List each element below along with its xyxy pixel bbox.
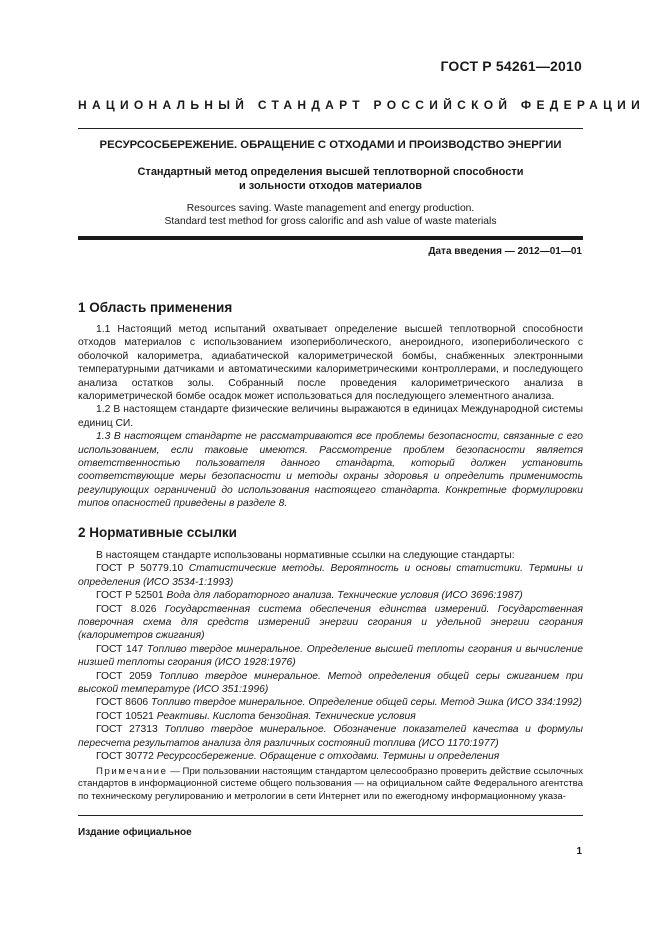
reference-item	[78, 603, 583, 643]
reference-item	[78, 643, 583, 670]
reference-code: ГОСТ 8.026	[96, 603, 157, 615]
english-title-line-2: Standard test method for gross calorific and ash value of waste materials	[164, 216, 497, 227]
subtitle-line-2: и зольности отходов материалов	[238, 180, 423, 192]
english-title-line-1: Resources saving. Waste management and energy production.	[186, 203, 475, 214]
section-1-heading: 1 Область применения	[78, 300, 233, 315]
reference-item	[78, 670, 583, 697]
reference-title: Реактивы. Кислота бензойная. Технические условия	[153, 710, 416, 722]
note	[78, 766, 583, 804]
reference-item	[78, 750, 583, 763]
header-divider	[78, 128, 583, 129]
reference-title: Государственная система обеспечения единства измерений. Государственная поверочная схема для средств измерений энергии сгорания и удельной энергии сгорания (калориметров сжигания)	[78, 603, 583, 642]
english-title	[78, 202, 583, 228]
reference-code: ГОСТ 147	[96, 643, 144, 655]
reference-code: ГОСТ 10521	[96, 710, 154, 722]
national-standard-heading: НАЦИОНАЛЬНЫЙ СТАНДАРТ РОССИЙСКОЙ ФЕДЕРАЦИИ	[78, 98, 646, 112]
document-title: РЕСУРСОСБЕРЕЖЕНИЕ. ОБРАЩЕНИЕ С ОТХОДАМИ И ПРОИЗВОДСТВО ЭНЕРГИИ	[99, 139, 562, 151]
references-intro: В настоящем стандарте использованы нормативные ссылки на следующие стандарты:	[96, 550, 515, 561]
reference-title: Топливо твердое минеральное. Метод определения общей серы сжиганием при высокой температуре (ИСО 351:1996)	[78, 670, 583, 696]
reference-code: ГОСТ 27313	[96, 724, 158, 736]
note-text: — При пользовании настоящим стандартом целесообразно проверить действие ссылочных стандартов в информационной системе общего пользования — на официальном сайте Федерального агентства по техническому регулированию и метрологии в сети Интернет или по ежегодному информационному указа-	[78, 765, 583, 802]
reference-title: Вода для лабораторного анализа. Технические условия (ИСО 3696:1987)	[163, 590, 523, 602]
standard-code: ГОСТ Р 54261—2010	[440, 58, 582, 74]
reference-item	[78, 562, 583, 589]
section-2-heading: 2 Нормативные ссылки	[78, 525, 237, 540]
section-2-body	[78, 549, 583, 803]
reference-code: ГОСТ Р 52501	[96, 590, 164, 602]
reference-code: ГОСТ 2059	[96, 670, 152, 682]
page-number: 1	[576, 846, 582, 857]
footer-divider	[78, 815, 583, 816]
reference-title: Статистические методы. Вероятность и основы статистики. Термины и определения (ИСО 3534-1:1993)	[78, 563, 583, 588]
subtitle-line-1: Стандартный метод определения высшей теплотворной способности	[137, 166, 524, 178]
reference-item	[78, 710, 583, 723]
reference-item	[78, 696, 583, 709]
reference-item	[78, 589, 583, 602]
introduction-date: Дата введения — 2012—01—01	[428, 246, 582, 257]
reference-code: ГОСТ 30772	[96, 751, 154, 763]
reference-item	[78, 723, 583, 750]
paragraph-1-3: 1.3 В настоящем стандарте не рассматриваются все проблемы безопасности, связанные с его использованием, если таковые имеются. Рассмотрение проблем безопасности является ответственностью пользователя данного стандарта, который должен установить соответствующие меры безопасности и методы охраны здоровья и определить применимость регулирующих ограничений до использования настоящего стандарта. Конкретные формулировки типов опасностей приведены в разделе 8.	[78, 431, 583, 510]
reference-code: ГОСТ Р 50779.10	[96, 563, 184, 575]
references-list	[78, 562, 583, 763]
paragraph-1-1: 1.1 Настоящий метод испытаний охватывает определение высшей теплотворной способности отходов материалов с использованием изопериболического, анероидного, изопериболического с оболочкой калориметра, адиабатической калориметрической бомбы, снабженных электронными температурными датчиками и автоматическими калориметрическими контроллерами, и последующего анализа остатков золы. Собранный после проведения калориметрического анализа в калориметрической бомбе осадок может использоваться для последующего элементного анализа.	[78, 324, 583, 403]
paragraph-1-2: 1.2 В настоящем стандарте физические величины выражаются в единицах Международной системы единиц СИ.	[78, 404, 583, 429]
reference-code: ГОСТ 8606	[96, 697, 149, 709]
section-1-body	[78, 323, 583, 511]
edition-label: Издание официальное	[78, 827, 192, 838]
title-divider	[78, 236, 583, 240]
reference-title: Топливо твердое минеральное. Определение общей серы. Метод Эшка (ИСО 334:1992)	[148, 697, 582, 709]
reference-title: Ресурсосбережение. Обращение с отходами. Термины и определения	[153, 751, 500, 763]
reference-title: Топливо твердое минеральное. Определение высшей теплоты сгорания и вычисление низшей теплоты сгорания (ИСО 1928:1976)	[78, 643, 583, 669]
document-subtitle	[78, 165, 583, 193]
reference-title: Топливо твердое минеральное. Обозначение показателей качества и формулы пересчета результатов анализа для различных состояний топлива (ИСО 1170:1977)	[78, 724, 584, 749]
note-label: Примечание	[96, 765, 168, 777]
